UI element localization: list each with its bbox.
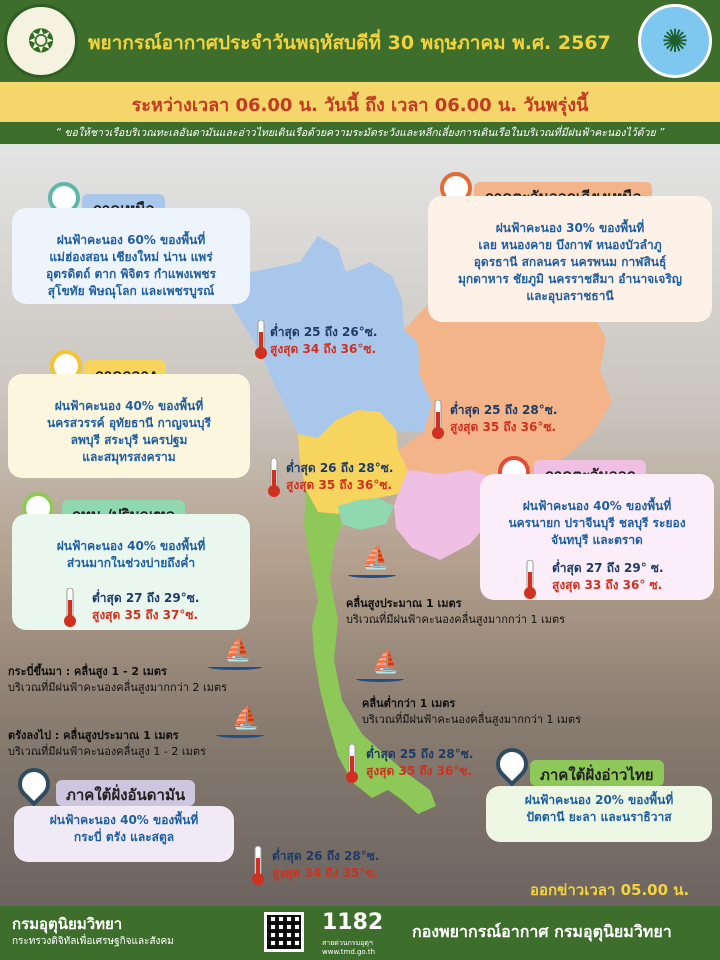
- region-tag-south-gulf: ภาคใต้ฝั่งอ่าวไทย: [530, 760, 664, 786]
- area-line: ปัตตานี ยะลา และนราธิวาส: [526, 810, 672, 824]
- wave-title: กระบี่ขึ้นมา : คลื่นสูง 1 - 2 เมตร: [8, 665, 167, 678]
- issue-time: ออกข่าวเวลา 05.00 น.: [530, 881, 690, 899]
- rain-percent: ฝนฟ้าคะนอง 20% ของพื้นที่: [524, 793, 674, 807]
- wave-detail: บริเวณที่มีฝนฟ้าคะนองคลื่นสูงมากกว่า 1 เมตร: [362, 713, 582, 726]
- rain-percent: ฝนฟ้าคะนอง 60% ของพื้นที่: [56, 233, 206, 247]
- footer-dept-name: กรมอุตุนิยมวิทยา: [12, 915, 123, 933]
- footer-ministry: กระทรวงดิจิทัลเพื่อเศรษฐกิจและสังคม: [12, 936, 174, 947]
- rain-percent: ฝนฟ้าคะนอง 30% ของพื้นที่: [495, 221, 645, 235]
- sailboat-icon: ⛵: [362, 546, 390, 571]
- thermometer-icon: [255, 320, 267, 360]
- hotline-caption: สายด่วนกรมอุตุฯ: [322, 939, 373, 947]
- temperature-east: [552, 560, 664, 594]
- temp-max: สูงสุด 35 ถึง 36°ซ.: [450, 420, 557, 434]
- temperature-bangkok: [92, 590, 199, 624]
- area-line: ลพบุรี สระบุรี นครปฐม: [70, 433, 188, 447]
- footer-division: กองพยากรณ์อากาศ กรมอุตุนิยมวิทยา: [412, 922, 672, 941]
- thermometer-icon: [64, 588, 76, 628]
- area-line: นครสวรรค์ อุทัยธานี กาญจนบุรี: [47, 416, 211, 430]
- qr-code-icon[interactable]: [264, 912, 304, 952]
- temp-max: สูงสุด 33 ถึง 36° ซ.: [552, 578, 663, 592]
- wave-detail: บริเวณที่มีฝนฟ้าคะนองคลื่นสูงมากกว่า 2 เมตร: [8, 681, 228, 694]
- temp-max: สูงสุด 35 ถึง 36°ซ.: [366, 764, 473, 778]
- page-title: พยากรณ์อากาศประจำวันพฤหัสบดีที่ 30 พฤษภาคม พ.ศ. 2567: [88, 32, 611, 54]
- region-card-south-gulf: [486, 786, 712, 842]
- area-line: แม่ฮ่องสอน เชียงใหม่ น่าน แพร่: [49, 250, 213, 264]
- thermometer-icon: [252, 846, 264, 886]
- temperature-northeast: [450, 402, 557, 436]
- region-card-north: [12, 208, 250, 304]
- temp-max: สูงสุด 34 ถึง 35°ซ.: [272, 866, 379, 880]
- wave-title: คลื่นสูงประมาณ 1 เมตร: [346, 597, 462, 610]
- thermometer-icon: [346, 744, 358, 784]
- temperature-central: [286, 460, 393, 494]
- ministry-logo-icon: ❂: [4, 4, 78, 78]
- wave-title: ตรังลงไป : คลื่นสูงประมาณ 1 เมตร: [8, 729, 179, 742]
- area-line: เลย หนองคาย บึงกาฬ หนองบัวลำภู: [478, 238, 662, 252]
- sailboat-icon: ⛵: [224, 638, 252, 663]
- marine-advisory: “ ขอให้ชาวเรือบริเวณทะเลอันดามันและอ่าวไทยเดินเรือด้วยความระมัดระวังและหลีกเลี่ยงการเดินเรือในบริเวณที่มีฝนฟ้าคะนองไว้ด้วย ”: [55, 127, 665, 139]
- temperature-south-gulf: [366, 746, 473, 780]
- sailboat-icon: ⛵: [232, 706, 260, 731]
- temp-min: ต่ำสุด 25 ถึง 28°ซ.: [450, 403, 558, 417]
- thermometer-icon: [432, 400, 444, 440]
- temp-min: ต่ำสุด 25 ถึง 26°ซ.: [270, 325, 378, 339]
- wave-info-andaman-lower: [8, 728, 206, 760]
- thermometer-icon: [524, 560, 536, 600]
- rain-percent: ฝนฟ้าคะนอง 40% ของพื้นที่: [522, 499, 672, 513]
- temperature-north: [270, 324, 377, 358]
- wave-icon: [356, 676, 404, 682]
- area-line: จันทบุรี และตราด: [551, 533, 643, 547]
- wave-icon: [348, 572, 396, 578]
- area-line: อุดรธานี สกลนคร นครพนม กาฬสินธุ์: [473, 255, 667, 269]
- website[interactable]: www.tmd.go.th: [322, 948, 375, 956]
- area-line: อุตรดิตถ์ ตาก พิจิตร กำแพงเพชร: [46, 267, 216, 281]
- tmd-logo-icon: ✺: [638, 4, 712, 78]
- region-card-central: [8, 374, 250, 478]
- temp-min: ต่ำสุด 27 ถึง 29°ซ.: [92, 591, 200, 605]
- temp-min: ต่ำสุด 25 ถึง 28°ซ.: [366, 747, 474, 761]
- temp-max: สูงสุด 34 ถึง 36°ซ.: [270, 342, 377, 356]
- temperature-south-andaman: [272, 848, 379, 882]
- rain-percent: ฝนฟ้าคะนอง 40% ของพื้นที่: [54, 399, 204, 413]
- area-line: และสมุทรสงคราม: [82, 450, 176, 464]
- region-tag-south-andaman: ภาคใต้ฝั่งอันดามัน: [56, 780, 195, 806]
- temp-max: สูงสุด 35 ถึง 36°ซ.: [286, 478, 393, 492]
- sailboat-icon: ⛵: [372, 650, 400, 675]
- area-line: กระบี่ ตรัง และสตูล: [73, 830, 175, 844]
- rain-percent: ฝนฟ้าคะนอง 40% ของพื้นที่: [49, 813, 199, 827]
- wave-info-gulf-lower: [362, 696, 581, 728]
- wave-title: คลื่นต่ำกว่า 1 เมตร: [362, 697, 456, 710]
- temp-min: ต่ำสุด 26 ถึง 28°ซ.: [272, 849, 380, 863]
- wave-info-andaman-upper: [8, 664, 227, 696]
- area-line: นครนายก ปราจีนบุรี ชลบุรี ระยอง: [508, 516, 686, 530]
- region-card-northeast: [428, 196, 712, 322]
- temp-min: ต่ำสุด 26 ถึง 28°ซ.: [286, 461, 394, 475]
- area-line: มุกดาหาร ชัยภูมิ นครราชสีมา อำนาจเจริญ: [457, 272, 683, 286]
- area-line: และอุบลราชธานี: [526, 289, 614, 303]
- thermometer-icon: [268, 458, 280, 498]
- forecast-period: ระหว่างเวลา 06.00 น. วันนี้ ถึง เวลา 06.00 น. วันพรุ่งนี้: [131, 95, 589, 116]
- wave-detail: บริเวณที่มีฝนฟ้าคะนองคลื่นสูงมากกว่า 1 เมตร: [346, 613, 566, 626]
- region-card-south-andaman: [14, 806, 234, 862]
- wave-info-gulf-upper: [346, 596, 565, 628]
- rain-percent: ฝนฟ้าคะนอง 40% ของพื้นที่: [56, 539, 206, 553]
- hotline-number: 1182: [322, 910, 384, 935]
- temp-max: สูงสุด 35 ถึง 37°ซ.: [92, 608, 199, 622]
- wave-icon: [216, 732, 264, 738]
- temp-min: ต่ำสุด 27 ถึง 29° ซ.: [552, 561, 664, 575]
- area-line: ส่วนมากในช่วงบ่ายถึงค่ำ: [66, 556, 196, 570]
- area-line: สุโขทัย พิษณุโลก และเพชรบูรณ์: [47, 284, 215, 298]
- wave-detail: บริเวณที่มีฝนฟ้าคะนองคลื่นสูง 1 - 2 เมตร: [8, 745, 206, 758]
